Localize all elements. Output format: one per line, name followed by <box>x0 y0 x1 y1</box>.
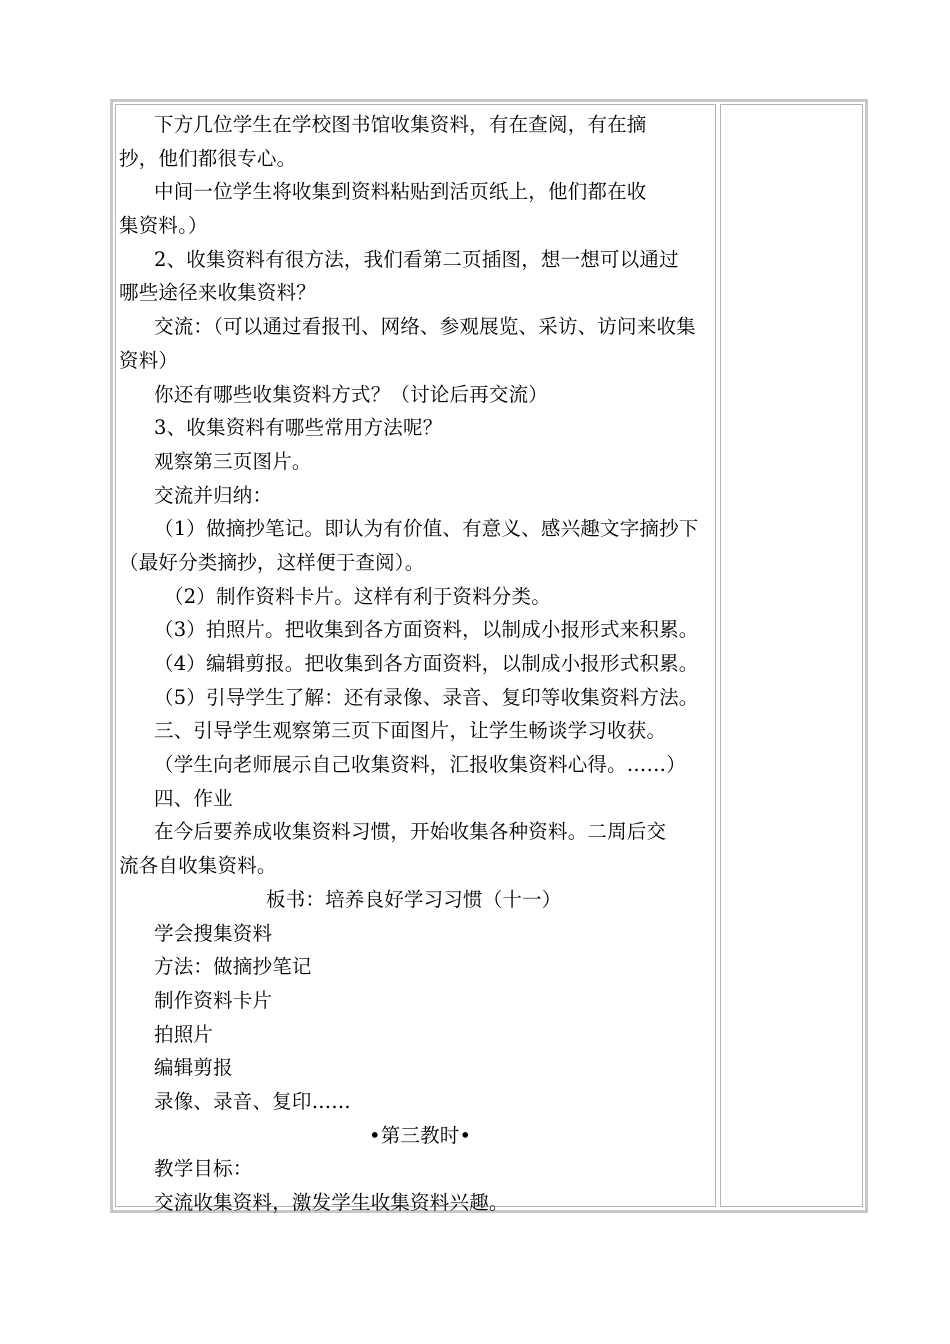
text-line: 交流收集资料，激发学生收集资料兴趣。 <box>154 1191 509 1214</box>
text-line: 2、收集资料有很方法，我们看第二页插图，想一想可以通过 <box>154 247 679 271</box>
text-line: 制作资料卡片 <box>154 988 273 1012</box>
text-line: •第三教时• <box>369 1123 472 1147</box>
content-lines <box>119 108 721 1220</box>
text-line: 编辑剪报 <box>154 1056 233 1080</box>
text-line: 你还有哪些收集资料方式？（讨论后再交流） <box>154 382 549 406</box>
text-line: 板书：培养良好学习习惯（十一） <box>266 887 562 911</box>
text-line: 3、收集资料有哪些常用方法呢？ <box>154 416 443 440</box>
text-line: （2）制作资料卡片。这样有利于资料分类。 <box>164 584 551 608</box>
text-line: 三、引导学生观察第三页下面图片，让学生畅谈学习收获。 <box>154 719 667 743</box>
text-line: 交流：（可以通过看报刊、网络、参观展览、采访、访问来收集 <box>154 315 696 339</box>
lesson-table <box>110 99 868 1213</box>
text-line: 集资料。） <box>119 214 208 238</box>
text-line: （3）拍照片。把收集到各方面资料，以制成小报形式来积累。 <box>154 618 699 642</box>
notes-cell <box>720 104 863 1207</box>
text-line: （1）做摘抄笔记。即认为有价值、有意义、感兴趣文字摘抄下 <box>154 517 699 541</box>
text-line: 哪些途径来收集资料？ <box>119 281 317 305</box>
text-line: 下方几位学生在学校图书馆收集资料，有在查阅，有在摘 <box>154 113 647 136</box>
text-line: （4）编辑剪报。把收集到各方面资料，以制成小报形式积累。 <box>154 652 699 675</box>
text-line: （学生向老师展示自己收集资料，汇报收集资料心得。……） <box>154 753 686 777</box>
text-line: 方法：做摘抄笔记 <box>154 955 312 979</box>
text-line: 流各自收集资料。 <box>119 854 277 878</box>
text-line: 交流并归纳： <box>154 483 273 507</box>
text-line: 学会搜集资料 <box>154 921 273 945</box>
text-line: 在今后要养成收集资料习惯，开始收集各种资料。二周后交 <box>154 820 667 844</box>
text-line: 四、作业 <box>154 786 233 810</box>
text-line: （5）引导学生了解：还有录像、录音、复印等收集资料方法。 <box>154 685 699 709</box>
text-line: 录像、录音、复印…… <box>154 1089 352 1113</box>
text-line: 拍照片 <box>154 1022 214 1046</box>
text-line: 观察第三页图片。 <box>154 449 312 473</box>
text-line: 资料） <box>119 348 179 372</box>
content-cell <box>115 104 716 1214</box>
text-line: 教学目标： <box>154 1157 253 1181</box>
text-line: 中间一位学生将收集到资料粘贴到活页纸上，他们都在收 <box>154 180 647 204</box>
text-line: （最好分类摘抄，这样便于查阅）。 <box>119 550 425 574</box>
text-line: 抄，他们都很专心。 <box>119 146 297 170</box>
